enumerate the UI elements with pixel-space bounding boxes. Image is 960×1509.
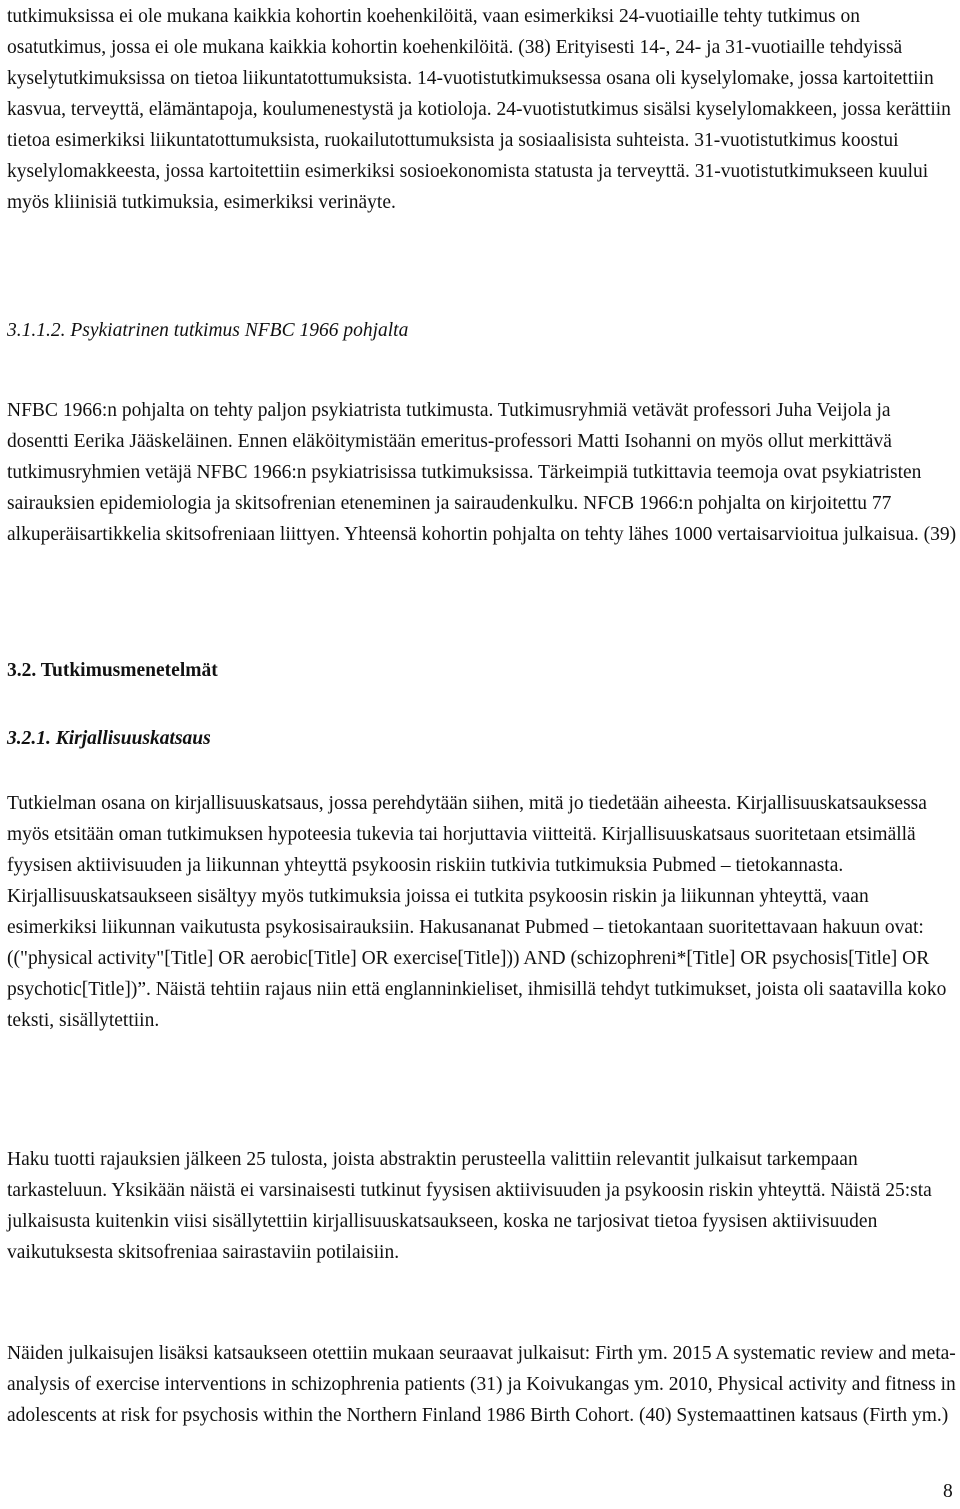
heading-3-2-1: 3.2.1. Kirjallisuuskatsaus <box>7 728 211 749</box>
paragraph-nfbc: NFBC 1966:n pohjalta on tehty paljon psykiatrista tutkimusta. Tutkimusryhmiä vetävät professori Juha Veijola ja dosentti Eerika Jääskeläinen. Ennen eläköitymistään emeritus-professori Matti Isohanni on myös ollut merkittävä tutkimusryhmien vetäjä NFBC 1966:n psykiatrisissa tutkimuksissa. Tärkeimpiä tutkittavia teemoja ovat psykiatristen sairauksien epidemiologia ja skitsofrenian eteneminen ja sairaudenkulku. NFCB 1966:n pohjalta on kirjoitettu 77 alkuperäisartikkelia skitsofreniaan liittyen. Yhteensä kohortin pohjalta on tehty lähes 1000 vertaisarvioitua julkaisua. (39) <box>7 400 957 545</box>
paragraph-additional-publications: Näiden julkaisujen lisäksi katsaukseen otettiin mukaan seuraavat julkaisut: Firth ym. 2015 A systematic review and meta-analysis of exercise interventions in schizophrenia patients (31) ja Koivukangas ym. 2010, Physical activity and fitness in adolescents at risk for psychosis within the Northern Finland 1986 Birth Cohort. (40) Systemaattinen katsaus (Firth ym.) <box>7 1343 956 1426</box>
page-number: 8 <box>943 1481 953 1502</box>
paragraph-literature-review: Tutkielman osana on kirjallisuuskatsaus, jossa perehdytään siihen, mitä jo tiedetään aiheesta. Kirjallisuuskatsauksessa myös etsitään oman tutkimuksen hypoteesia tukevia tai horjuttavia viitteitä. Kirjallisuuskatsaus suoritetaan etsimällä fyysisen aktiivisuuden ja liikunnan yhteyttä psykoosin riskiin tutkivia tutkimuksia Pubmed – tietokannasta. Kirjallisuuskatsaukseen sisältyy myös tutkimuksia joissa ei tutkita psykoosin riskin ja liikunnan yhteyttä, vaan esimerkiksi liikunnan vaikutusta psykosisairauksiin. Hakusananat Pubmed – tietokantaan suoritettavaan hakuun ovat: (("physical activity"[Title] OR aerobic[Title] OR exercise[Title])) AND (schizophreni*[Title] OR psychosis[Title] OR psychotic[Title])”. Näistä tehtiin rajaus niin että englanninkieliset, ihmisillä tehdyt tutkimukset, joista oli saatavilla koko teksti, sisällytettiin. <box>7 793 947 1031</box>
paragraph-search-results: Haku tuotti rajauksien jälkeen 25 tulosta, joista abstraktin perusteella valittiin relevantit julkaisut tarkempaan tarkasteluun. Yksikään näistä ei varsinaisesti tutkinut fyysisen aktiivisuuden ja psykoosin riskin yhteyttä. Näistä 25:sta julkaisusta kuitenkin viisi sisällytettiin kirjallisuuskatsaukseen, koska ne tarjosivat tietoa fyysisen aktiivisuuden vaikutuksesta skitsofreniaa sairastaviin potilaisiin. <box>7 1149 932 1263</box>
heading-3-1-1-2: 3.1.1.2. Psykiatrinen tutkimus NFBC 1966 pohjalta <box>7 320 409 341</box>
heading-3-2: 3.2. Tutkimusmenetelmät <box>7 660 218 681</box>
paragraph-intro: tutkimuksissa ei ole mukana kaikkia kohortin koehenkilöitä, vaan esimerkiksi 24-vuotiaille tehty tutkimus on osatutkimus, jossa ei ole mukana kaikkia kohortin koehenkilöitä. (38) Erityisesti 14-, 24- ja 31-vuotiaille tehdyissä kyselytutkimuksissa on tietoa liikuntatottumuksista. 14-vuotistutkimuksessa osana oli kyselylomake, jossa kartoitettiin kasvua, terveyttä, elämäntapoja, koulumenestystä ja kotioloja. 24-vuotistutkimus sisälsi kyselylomakkeen, jossa kerättiin tietoa esimerkiksi liikuntatottumuksista, ruokailutottumuksista ja sosiaalisista suhteista. 31-vuotistutkimus koostui kyselylomakkeesta, jossa kartoitettiin esimerkiksi sosioekonomista statusta ja terveyttä. 31-vuotistutkimukseen kuului myös kliinisiä tutkimuksia, esimerkiksi verinäyte. <box>7 6 951 213</box>
